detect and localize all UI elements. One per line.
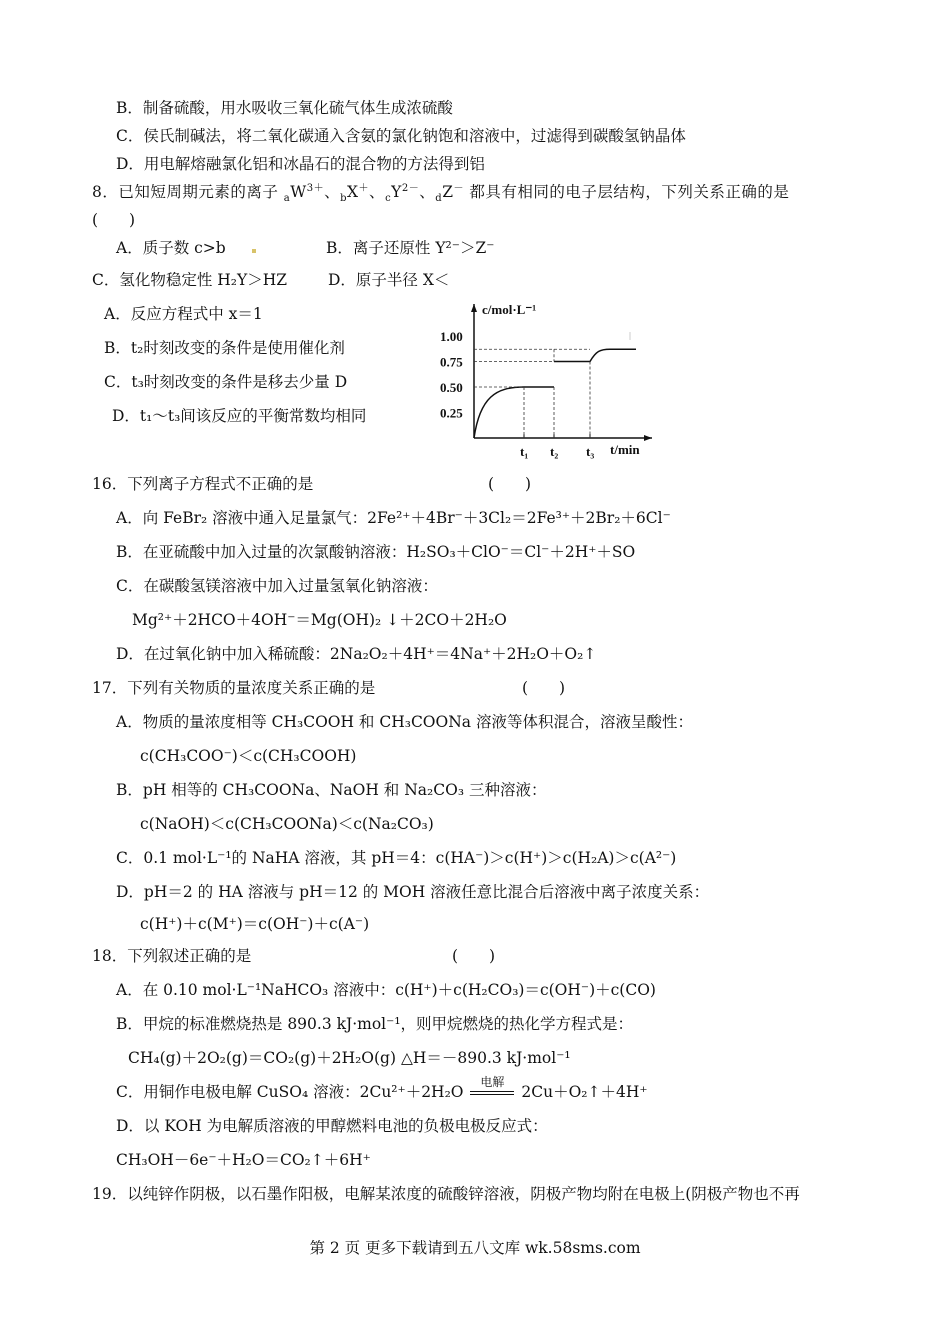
series-line (474, 387, 554, 438)
y-tick-label: 1.00 (440, 329, 463, 344)
q18-stem: 18．下列叙述正确的是 (92, 947, 252, 965)
q18-option-c-rhs: 2Cu＋O₂↑＋4H⁺ (521, 1083, 648, 1101)
x-axis-arrow (644, 435, 652, 441)
q7-option-c: C．侯氏制碱法，将二氧化碳通入含氨的氯化钠饱和溶液中，过滤得到碳酸氢钠晶体 (116, 127, 686, 145)
q8-option-c: C．氢化物稳定性 H₂Y＞HZ (92, 271, 288, 289)
electrolysis-label: 电解 (480, 1075, 505, 1089)
q15-option-a: A．反应方程式中 x＝1 (104, 305, 263, 323)
q18-option-d: D．以 KOH 为电解质溶液的甲醇燃料电池的负极电极反应式： (116, 1117, 548, 1135)
q8-option-a: A．质子数 c>b (116, 239, 226, 257)
concentration-time-chart (430, 296, 660, 462)
y-tick-label: 0.75 (440, 354, 463, 370)
q7-option-b: B．制备硫酸，用水吸收三氧化硫气体生成浓硫酸 (116, 99, 453, 117)
q8-ions: $_aW^{3+}$、$_b$X＋、$_cY^{2-}$、$_d$Z－ (283, 182, 464, 205)
q16-answer-paren: ( ) (488, 475, 532, 493)
x-tick-label: t₃ (586, 444, 595, 459)
q7-option-d: D．用电解熔融氯化铝和冰晶石的混合物的方法得到铝 (116, 155, 485, 173)
q16-option-c-equation: Mg²⁺＋2HCO＋4OH⁻＝Mg(OH)₂ ↓＋2CO＋2H₂O (132, 611, 507, 629)
q17-option-b-relation: c(NaOH)＜c(CH₃COONa)＜c(Na₂CO₃) (140, 815, 434, 833)
q16-option-a: A．向 FeBr₂ 溶液中通入足量氯气：2Fe²⁺＋4Br⁻＋3Cl₂＝2Fe³⁺＋2Br₂＋6Cl⁻ (116, 509, 671, 527)
electrolysis-arrow (470, 1075, 514, 1102)
q15-option-d: D．t₁～t₃间该反应的平衡常数均相同 (112, 407, 367, 425)
q17-option-c: C．0.1 mol·L⁻¹的 NaHA 溶液，其 pH＝4：c(HA⁻)＞c(H⁺)＞c(H₂A)＞c(A²⁻) (116, 849, 677, 867)
q16-option-c: C．在碳酸氢镁溶液中加入过量氢氧化钠溶液： (116, 577, 438, 595)
q17-option-a-relation: c(CH₃COO⁻)＜c(CH₃COOH) (140, 747, 357, 765)
q18-answer-paren: ( ) (452, 947, 496, 965)
q17-option-b: B．pH 相等的 CH₃COONa、NaOH 和 Na₂CO₃ 三种溶液： (116, 781, 547, 799)
q17-answer-paren: ( ) (522, 679, 566, 697)
x-tick-label: t₂ (550, 444, 559, 459)
q15-option-b: B．t₂时刻改变的条件是使用催化剂 (104, 339, 345, 357)
q17-option-d-relation: c(H⁺)＋c(M⁺)＝c(OH⁻)＋c(A⁻) (140, 915, 370, 933)
series-line (554, 349, 636, 361)
q16-stem: 16．下列离子方程式不正确的是 (92, 475, 314, 493)
q15-option-c: C．t₃时刻改变的条件是移去少量 D (104, 373, 348, 391)
x-axis-label: t/min (610, 442, 640, 457)
q8-stem-lead: 8．已知短周期元素的离子 (92, 183, 284, 201)
y-axis-label: c/mol·L⁻¹ (482, 302, 537, 317)
q18-option-d-equation: CH₃OH－6e⁻＋H₂O＝CO₂↑＋6H⁺ (116, 1151, 371, 1169)
q17-option-d: D．pH＝2 的 HA 溶液与 pH＝12 的 MOH 溶液任意比混合后溶液中离子浓度关系： (116, 883, 710, 901)
q8-answer-paren: ( ) (92, 211, 136, 229)
y-axis-arrow (471, 304, 477, 312)
speck-mark (252, 249, 256, 253)
q16-option-b: B．在亚硫酸中加入过量的次氯酸钠溶液：H₂SO₃＋ClO⁻＝Cl⁻＋2H⁺＋SO (116, 543, 636, 561)
q18-option-b-equation: CH₄(g)＋2O₂(g)＝CO₂(g)＋2H₂O(g) △H＝－890.3 kJ·mol⁻¹ (128, 1049, 571, 1067)
q18-option-a: A．在 0.10 mol·L⁻¹NaHCO₃ 溶液中：c(H⁺)＋c(H₂CO₃)＝c(OH⁻)＋c(CO) (116, 981, 656, 999)
q8-stem (92, 182, 790, 205)
q16-option-d: D．在过氧化钠中加入稀硫酸：2Na₂O₂＋4H⁺＝4Na⁺＋2H₂O＋O₂↑ (116, 645, 597, 663)
q18-option-c (116, 1075, 648, 1102)
y-tick-label: 0.50 (440, 380, 463, 395)
q8-option-d: D．原子半径 X＜ (328, 271, 450, 289)
q8-option-b: B．离子还原性 Y²⁻＞Z⁻ (326, 239, 495, 257)
y-tick-label: 0.25 (440, 405, 463, 421)
q19-stem: 19．以纯锌作阴极，以石墨作阳极，电解某浓度的硫酸锌溶液，阴极产物均附在电极上(阴极产物也不再 (92, 1185, 800, 1203)
x-tick-label: t₁ (520, 444, 529, 459)
q17-option-a: A．物质的量浓度相等 CH₃COOH 和 CH₃COONa 溶液等体积混合，溶液呈酸性： (116, 713, 693, 731)
page-footer: 第 2 页 更多下载请到五八文库 wk.58sms.com (309, 1239, 641, 1257)
q18-option-c-lhs: C．用铜作电极电解 CuSO₄ 溶液：2Cu²⁺＋2H₂O (116, 1083, 464, 1101)
q18-option-b: B．甲烷的标准燃烧热是 890.3 kJ·mol⁻¹，则甲烷燃烧的热化学方程式是： (116, 1015, 634, 1033)
q8-stem-tail: 都具有相同的电子层结构，下列关系正确的是 (463, 183, 790, 201)
q17-stem: 17．下列有关物质的量浓度关系正确的是 (92, 679, 376, 697)
